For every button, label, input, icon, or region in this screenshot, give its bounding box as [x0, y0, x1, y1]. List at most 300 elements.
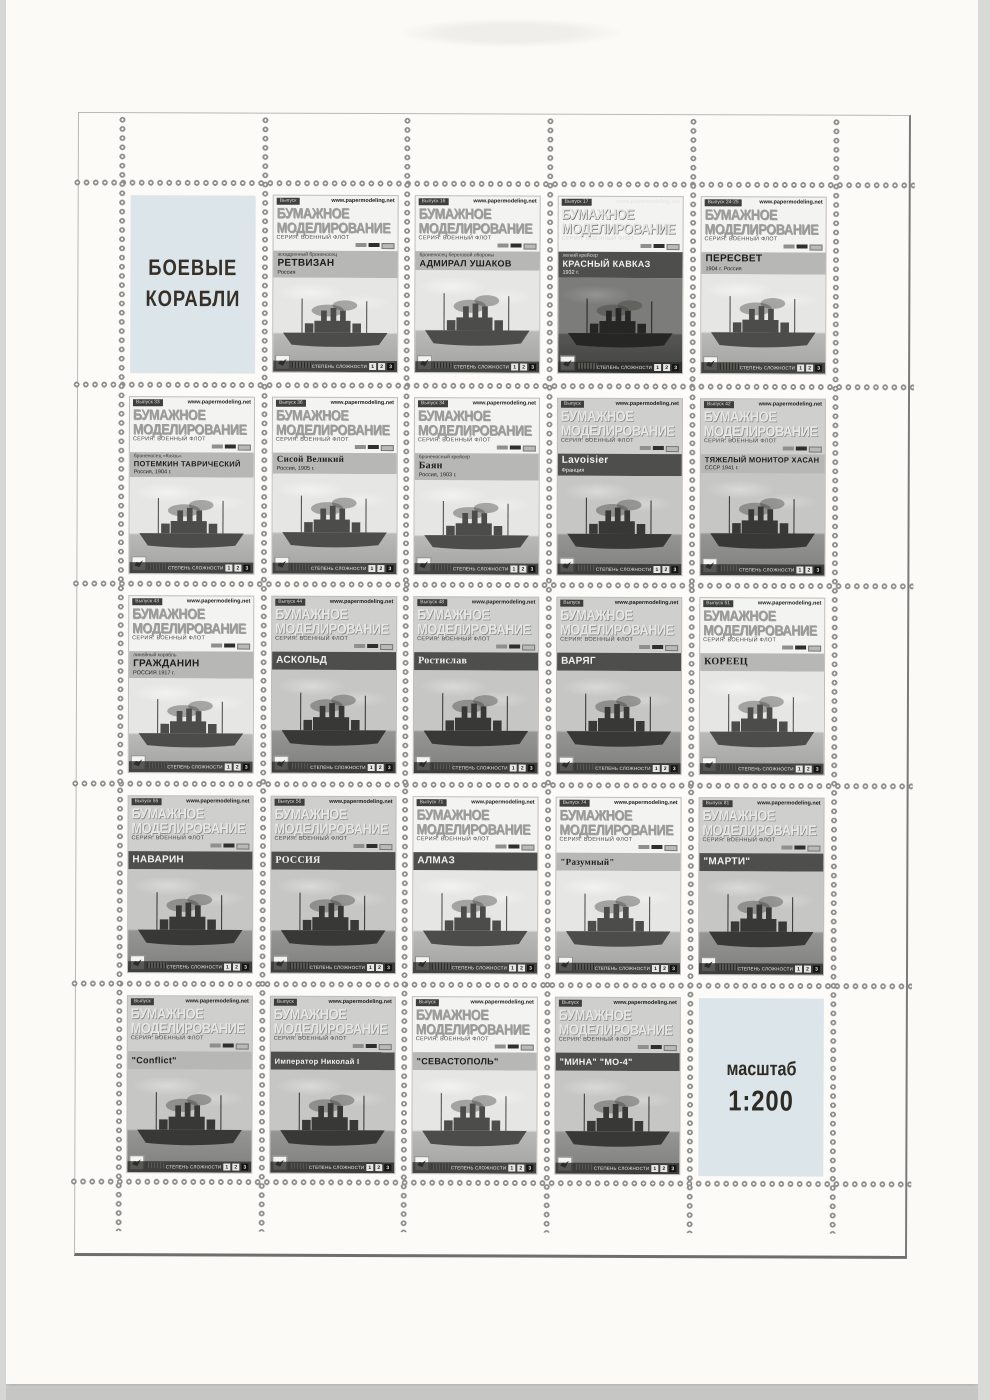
ship-icon — [562, 495, 676, 559]
series-label: СЕРИЯ: ВОЕННЫЙ ФЛОТ — [275, 437, 349, 444]
masthead-title — [559, 205, 681, 237]
magazine-cover — [700, 598, 825, 774]
flag-chip — [523, 446, 536, 452]
price-flags — [414, 643, 538, 652]
difficulty-label: СТЕПЕНЬ СЛОЖНОСТИ — [450, 1165, 507, 1171]
difficulty-level-1: 1 — [510, 566, 517, 573]
difficulty-level-1: 1 — [654, 364, 661, 371]
difficulty-level-1: 1 — [797, 365, 804, 372]
difficulty-level-2: 2 — [234, 565, 241, 572]
ship-name: "МИНА" "МО-4" — [559, 1056, 633, 1067]
site-url: www.papermodeling.net — [615, 400, 679, 408]
ship-photo — [414, 481, 538, 575]
magazine-cover — [414, 398, 539, 574]
flag-chip — [640, 446, 651, 450]
ship-name-bar — [128, 852, 252, 870]
magazine-cover — [127, 996, 252, 1172]
series-label: СЕРИЯ: ВОЕННЫЙ ФЛОТ — [417, 636, 491, 643]
difficulty-label: СТЕПЕНЬ СЛОЖНОСТИ — [310, 764, 366, 771]
flag-chip — [224, 644, 235, 648]
flag-chip — [522, 645, 535, 651]
site-url: www.papermodeling.net — [329, 798, 393, 806]
masthead-title — [130, 405, 252, 438]
difficulty-level-1: 1 — [653, 566, 660, 573]
flag-chip — [783, 447, 794, 451]
series-label: СЕРИЯ: ВОЕННЫЙ ФЛОТ — [132, 436, 206, 443]
series-label: СЕРИЯ: ВОЕННЫЙ ФЛОТ — [703, 637, 777, 644]
series-label: СЕРИЯ: ВОЕННЫЙ ФЛОТ — [558, 1037, 632, 1044]
masthead-line1: БУМАЖНОЕ — [415, 1005, 489, 1023]
flag-chip — [210, 844, 221, 848]
difficulty-level-3: 3 — [526, 1165, 533, 1172]
flag-chip — [653, 446, 664, 450]
ship-photo — [701, 274, 825, 373]
difficulty-level-2: 2 — [805, 766, 812, 773]
masthead-title — [271, 805, 393, 837]
difficulty-bar — [701, 362, 825, 373]
masthead-line2: МОДЕЛИРОВАНИЕ — [276, 218, 391, 236]
masthead-line1: БУМАЖНОЕ — [275, 406, 349, 424]
price-flags — [413, 843, 537, 852]
flag-chip — [495, 1045, 506, 1049]
difficulty-level-3: 3 — [243, 764, 250, 771]
masthead-title — [699, 806, 821, 839]
masthead-line1: БУМАЖНОЕ — [702, 806, 776, 824]
magazine-cover — [699, 798, 824, 974]
difficulty-level-2: 2 — [234, 764, 241, 771]
ship-photo — [555, 1071, 679, 1174]
site-url: www.papermodeling.net — [330, 399, 394, 407]
issue-badge: Выпуск 55 — [132, 798, 162, 805]
difficulty-level-3: 3 — [671, 566, 678, 573]
flag-chip — [638, 845, 649, 849]
difficulty-level-2: 2 — [519, 765, 526, 772]
ship-icon — [705, 494, 819, 559]
ship-icon — [562, 692, 676, 758]
stamp-cell — [273, 196, 398, 372]
ship-photo — [557, 671, 681, 774]
difficulty-level-3: 3 — [813, 966, 820, 973]
difficulty-label: СТЕПЕНЬ СЛОЖНОСТИ — [166, 964, 223, 970]
masthead-title — [415, 406, 537, 439]
difficulty-level-1: 1 — [366, 1164, 373, 1171]
perforation-row — [71, 578, 913, 592]
difficulty-level-1: 1 — [225, 565, 232, 572]
issue-badge: Выпуск 71 — [417, 799, 447, 806]
difficulty-bar — [412, 1162, 536, 1173]
issue-badge: Выпуск 81 — [703, 800, 733, 807]
difficulty-bar — [128, 961, 252, 972]
flag-chip — [353, 844, 364, 848]
flag-chip — [381, 446, 394, 452]
issue-badge: Выпуск 44 — [275, 599, 305, 606]
ship-icon — [134, 496, 248, 558]
difficulty-level-3: 3 — [671, 765, 678, 772]
difficulty-label: СТЕПЕНЬ СЛОЖНОСТИ — [168, 565, 224, 571]
difficulty-level-2: 2 — [662, 566, 669, 573]
flag-chip — [498, 244, 509, 248]
flag-chip — [641, 244, 652, 248]
issue-badge: Выпуск 33 — [133, 399, 163, 406]
difficulty-bar — [127, 1161, 251, 1172]
stamp-cell — [129, 596, 254, 772]
ship-year: Россия, 1905 г. — [276, 465, 315, 472]
issue-badge: Выпуск 43 — [132, 598, 162, 605]
masthead-line2: МОДЕЛИРОВАНИЕ — [275, 619, 389, 637]
masthead-line2: МОДЕЛИРОВАНИЕ — [703, 422, 818, 440]
difficulty-label: СТЕПЕНЬ СЛОЖНОСТИ — [308, 1164, 365, 1171]
sheet-title-cell — [130, 195, 256, 373]
stamp-cell — [701, 197, 826, 373]
stamp-cell — [128, 796, 253, 972]
ship-name-bar — [128, 1052, 252, 1070]
stamp-cell — [555, 998, 680, 1174]
ship-name: Император Николай I — [274, 1056, 360, 1066]
sheet-title-cell-line2: КОРАБЛИ — [145, 286, 241, 312]
masthead-line1: БУМАЖНОЕ — [132, 405, 206, 424]
difficulty-label: СТЕПЕНЬ СЛОЖНОСТИ — [451, 965, 508, 971]
magazine-cover — [415, 196, 540, 372]
masthead-line2: МОДЕЛИРОВАНИЕ — [560, 421, 675, 439]
masthead-line1: БУМАЖНОЕ — [417, 406, 491, 425]
site-url: www.papermodeling.net — [471, 599, 536, 606]
stamp-cell — [272, 398, 397, 574]
magazine-cover — [557, 598, 682, 774]
masthead-line2: МОДЕЛИРОВАНИЕ — [559, 820, 674, 838]
flag-chip — [810, 245, 823, 251]
price-flags — [272, 642, 396, 651]
ship-photo — [414, 671, 538, 774]
masthead-line1: БУМАЖНОЕ — [274, 805, 348, 823]
masthead-line1: БУМАЖНОЕ — [559, 806, 633, 824]
flag-chip — [666, 447, 679, 453]
magazine-cover — [412, 997, 537, 1173]
difficulty-level-1: 1 — [795, 966, 802, 973]
price-flags — [271, 1042, 395, 1051]
ship-icon — [419, 499, 533, 559]
flag-chip — [366, 844, 377, 848]
scale-cell-line1: масштаб — [726, 1057, 797, 1080]
flag-chip — [366, 1044, 377, 1048]
ship-photo — [272, 474, 396, 575]
ship-photo — [412, 1071, 536, 1174]
difficulty-level-1: 1 — [223, 1164, 230, 1171]
price-flags — [130, 443, 254, 452]
flag-chip — [380, 645, 393, 651]
difficulty-bar — [272, 762, 396, 773]
stamp-cell — [129, 397, 254, 573]
flag-chip — [353, 1044, 364, 1048]
difficulty-level-2: 2 — [520, 364, 527, 371]
masthead-line1: БУМАЖНОЕ — [560, 407, 634, 425]
magazine-cover — [557, 399, 682, 575]
masthead-line2: МОДЕЛИРОВАНИЕ — [131, 819, 246, 837]
masthead-line2: МОДЕЛИРОВАНИЕ — [558, 1020, 673, 1038]
difficulty-level-2: 2 — [377, 764, 384, 771]
series-label: СЕРИЯ: ВОЕННЫЙ ФЛОТ — [274, 836, 348, 843]
magazine-cover — [272, 597, 397, 773]
ship-name: ГРАЖДАНИН — [133, 658, 200, 670]
series-label: СЕРИЯ: ВОЕННЫЙ ФЛОТ — [559, 837, 633, 844]
difficulty-level-3: 3 — [384, 1164, 391, 1171]
masthead-line1: БУМАЖНОЕ — [131, 804, 205, 823]
flag-chip — [521, 845, 534, 851]
difficulty-level-2: 2 — [517, 1165, 524, 1172]
flag-chip — [511, 244, 522, 248]
ship-photo — [272, 670, 396, 773]
series-label: СЕРИЯ: ВОЕННЫЙ ФЛОТ — [560, 438, 634, 445]
series-label: СЕРИЯ: ВОЕННЫЙ ФЛОТ — [276, 235, 350, 242]
ship-icon — [277, 494, 391, 558]
difficulty-bar — [270, 1162, 394, 1173]
ship-type: эскадренный броненосец — [277, 252, 338, 259]
flag-chip — [638, 1045, 649, 1049]
price-flags — [702, 243, 826, 252]
difficulty-level-2: 2 — [518, 965, 525, 972]
series-label: СЕРИЯ: ВОЕННЫЙ ФЛОТ — [415, 1036, 489, 1043]
flag-chip — [524, 244, 537, 250]
site-url: www.papermodeling.net — [613, 999, 677, 1007]
flag-chip — [355, 445, 366, 449]
masthead-title — [271, 1005, 393, 1037]
difficulty-level-3: 3 — [528, 765, 535, 772]
difficulty-label: СТЕПЕНЬ СЛОЖНОСТИ — [309, 964, 366, 971]
ship-name-bar — [415, 252, 539, 271]
flag-chip — [510, 446, 521, 450]
difficulty-level-1: 1 — [651, 1165, 658, 1172]
scale-cell-line2: 1:200 — [728, 1084, 794, 1118]
ship-name-bar — [699, 854, 823, 872]
masthead-line1: БУМАЖНОЕ — [130, 1004, 204, 1023]
site-url: www.papermodeling.net — [614, 599, 679, 607]
masthead-title — [556, 1006, 678, 1038]
flag-chip — [212, 445, 223, 449]
issue-badge: Выпуск — [561, 401, 584, 408]
ship-name-bar — [414, 653, 538, 671]
price-flags — [128, 842, 252, 851]
series-label: СЕРИЯ: ВОЕННЫЙ ФЛОТ — [418, 235, 492, 242]
price-flags — [700, 644, 824, 653]
stamp-cell — [558, 197, 683, 373]
difficulty-bar — [129, 761, 253, 772]
difficulty-level-3: 3 — [386, 764, 393, 771]
issue-badge: Выпуск 74 — [560, 800, 590, 807]
perforation-column — [256, 116, 271, 1232]
stamp-cell — [699, 798, 824, 974]
masthead-line2: МОДЕЛИРОВАНИЕ — [274, 819, 389, 837]
difficulty-bar — [273, 361, 397, 372]
site-url: www.papermodeling.net — [473, 198, 537, 205]
ship-icon — [278, 297, 392, 357]
series-label: СЕРИЯ: ВОЕННЫЙ ФЛОТ — [130, 1035, 204, 1042]
perforation-row — [70, 978, 912, 992]
ship-name-bar — [701, 253, 825, 275]
issue-badge: Выпуск 48 — [417, 599, 447, 606]
masthead-line2: МОДЕЛИРОВАНИЕ — [703, 621, 817, 639]
difficulty-level-1: 1 — [653, 765, 660, 772]
ship-type: линейный корабль — [133, 652, 177, 659]
ship-icon — [561, 892, 675, 958]
price-flags — [128, 1042, 252, 1051]
scale-cell — [698, 998, 824, 1176]
difficulty-bar — [556, 963, 680, 974]
series-label: СЕРИЯ: ВОЕННЫЙ ФЛОТ — [132, 635, 206, 642]
site-url: www.papermodeling.net — [759, 199, 823, 206]
difficulty-level-2: 2 — [519, 566, 526, 573]
difficulty-bar — [557, 564, 681, 575]
masthead-title — [557, 606, 679, 638]
ship-name: "Разумный" — [560, 856, 615, 867]
issue-badge: Выпуск — [131, 998, 154, 1005]
perforation-column — [684, 117, 699, 1233]
difficulty-level-3: 3 — [814, 766, 821, 773]
magazine-cover — [270, 997, 395, 1173]
difficulty-label: СТЕПЕНЬ СЛОЖНОСТИ — [737, 966, 794, 972]
difficulty-level-1: 1 — [511, 364, 518, 371]
difficulty-bar — [558, 362, 682, 373]
ship-type: легкий крейсер — [562, 253, 598, 260]
difficulty-bar — [700, 564, 824, 575]
flag-chip — [223, 1044, 234, 1048]
flag-chip — [784, 245, 795, 249]
difficulty-label: СТЕПЕНЬ СЛОЖНОСТИ — [593, 1165, 650, 1172]
masthead-line2: МОДЕЛИРОВАНИЕ — [561, 219, 676, 237]
magazine-cover — [273, 196, 398, 372]
difficulty-level-1: 1 — [508, 1165, 515, 1172]
site-url: www.papermodeling.net — [758, 401, 822, 408]
difficulty-label: СТЕПЕНЬ СЛОЖНОСТИ — [596, 566, 652, 573]
stamp-sheet — [74, 112, 911, 1259]
ship-name: РОССИЯ — [275, 854, 321, 867]
magazine-cover — [129, 596, 254, 772]
difficulty-level-1: 1 — [368, 565, 375, 572]
ship-name: НАВАРИН — [132, 854, 184, 866]
stamp-cell — [557, 399, 682, 575]
magazine-cover — [558, 197, 683, 373]
difficulty-level-1: 1 — [225, 764, 232, 771]
masthead-title — [129, 604, 251, 637]
flag-chip — [225, 445, 236, 449]
flag-chip — [781, 846, 792, 850]
site-url: www.papermodeling.net — [471, 799, 535, 806]
ship-year: 1904 г. Россия — [705, 266, 742, 273]
masthead-line2: МОДЕЛИРОВАНИЕ — [702, 821, 817, 839]
ship-type: броненосец «Князь» — [133, 453, 182, 460]
ship-photo — [557, 476, 681, 575]
flag-chip — [236, 844, 249, 850]
perforation-row — [72, 379, 914, 393]
ship-name: КОРЕЕЦ — [704, 656, 748, 668]
ship-name-bar — [129, 652, 253, 679]
masthead-title — [413, 1005, 535, 1038]
difficulty-label: СТЕПЕНЬ СЛОЖНОСТИ — [453, 566, 509, 572]
price-flags — [556, 1043, 680, 1052]
masthead-title — [272, 605, 394, 637]
issue-badge: Выпуск 42 — [704, 401, 734, 408]
masthead-line2: МОДЕЛИРОВАНИЕ — [417, 421, 532, 439]
ship-name: "СЕВАСТОПОЛЬ" — [416, 1055, 499, 1067]
difficulty-bar — [413, 962, 537, 973]
ship-photo — [558, 278, 682, 373]
masthead-title — [558, 407, 680, 439]
ship-icon — [419, 691, 533, 757]
flag-chip — [809, 447, 822, 453]
scanned-page — [6, 0, 978, 1384]
ship-name: Сисой Великий — [276, 454, 345, 465]
series-label: СЕРИЯ: ВОЕННЫЙ ФЛОТ — [275, 636, 349, 643]
difficulty-bar — [555, 1163, 679, 1174]
ship-name: Баян — [418, 460, 443, 472]
difficulty-level-1: 1 — [796, 567, 803, 574]
flag-chip — [654, 244, 665, 248]
ship-icon — [134, 697, 248, 757]
ship-icon — [418, 891, 532, 957]
ship-photo — [556, 871, 680, 974]
difficulty-label: СТЕПЕНЬ СЛОЖНОСТИ — [311, 565, 367, 572]
masthead-line2: МОДЕЛИРОВАНИЕ — [560, 620, 674, 638]
ship-icon — [563, 297, 677, 358]
stamp-cell — [415, 196, 540, 372]
ship-photo — [413, 871, 537, 974]
site-url: www.papermodeling.net — [186, 798, 250, 805]
difficulty-bar — [699, 963, 823, 974]
ship-name-bar — [700, 654, 824, 672]
stamp-cell — [556, 798, 681, 974]
site-url: www.papermodeling.net — [329, 598, 394, 606]
price-flags — [558, 444, 682, 453]
masthead-line2: МОДЕЛИРОВАНИЕ — [132, 619, 246, 637]
site-url: www.papermodeling.net — [472, 400, 536, 407]
magazine-cover — [555, 998, 680, 1174]
masthead-line1: БУМАЖНОЕ — [704, 205, 778, 224]
flag-chip — [497, 446, 508, 450]
masthead-title — [700, 606, 822, 639]
difficulty-label: СТЕПЕНЬ СЛОЖНОСТИ — [739, 365, 796, 371]
difficulty-level-3: 3 — [815, 365, 822, 372]
issue-badge: Выпуск 34 — [418, 400, 448, 407]
masthead-title — [414, 605, 536, 638]
ship-photo — [700, 672, 824, 775]
perforation-column — [827, 118, 842, 1234]
flag-chip — [521, 1045, 534, 1051]
difficulty-bar — [700, 763, 824, 774]
scan-edge-bottom — [0, 1388, 990, 1400]
ship-name-bar — [556, 1053, 680, 1071]
flag-chip — [651, 1045, 662, 1049]
series-label: СЕРИЯ: ВОЕННЫЙ ФЛОТ — [561, 236, 635, 243]
flag-chip — [797, 245, 808, 249]
issue-badge: Выпуск — [559, 1000, 582, 1007]
site-url: www.papermodeling.net — [757, 600, 822, 607]
ship-year: РОССИЯ 1917 г. — [133, 670, 175, 677]
perforation-column — [398, 116, 413, 1232]
site-url: www.papermodeling.net — [328, 998, 392, 1006]
ship-name-bar — [558, 252, 682, 278]
difficulty-bar — [414, 563, 538, 574]
difficulty-level-1: 1 — [509, 965, 516, 972]
flag-chip — [210, 1044, 221, 1048]
ship-name-bar — [273, 453, 397, 474]
masthead-line1: БУМАЖНОЕ — [561, 205, 635, 223]
flag-chip — [211, 644, 222, 648]
ship-photo — [129, 477, 253, 574]
stamp-cell — [271, 797, 396, 973]
price-flags — [556, 843, 680, 852]
difficulty-level-2: 2 — [662, 765, 669, 772]
ship-year: СССР 1941 г. — [704, 465, 739, 472]
magazine-cover — [413, 797, 538, 973]
flag-chip — [236, 1044, 249, 1050]
